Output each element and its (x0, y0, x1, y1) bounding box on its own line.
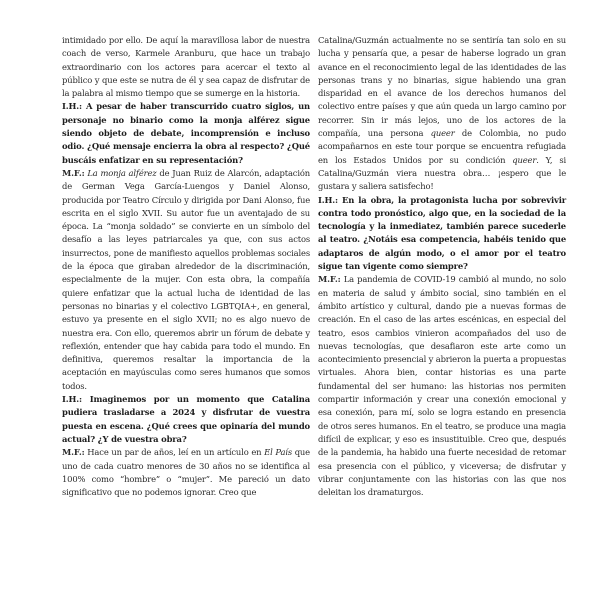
answer-text: La pandemia de COVID-19 cambió al mundo, no solo en materia de salud y ámbito social, sino también en el ámbito artístico y cultural, dando pie a nuevas formas de creación. En el caso de las artes escénicas, en especial del teatro, esos cambios vinieron acompañados del uso de nuevas tecnologías, que desafiaron este arte como un acontecimiento presencial y abrieron la puerta a propuestas virtuales. Ahora bien, contar historias es una parte fundamental del ser humano: las historias nos permiten compartir información y crear una conexión emocional y esa conexión, para mí, solo se logra estando en presencia de otros seres humanos. En el teatro, se produce una magia difícil de explicar, y eso es insustituible. Creo que, después de la pandemia, ha habido una fuerte necesidad de retomar esa presencia con el público, y viceversa; de disfrutar y vibrar conjuntamente con las historias con las que nos deleitan los dramaturgos. (318, 274, 566, 498)
paragraph: intimidado por ello. De aquí la maravillosa labor de nuestra coach de verso, Karmele Aranburu, que hace un trabajo extraordinario con los actores para acercar el texto al público y que este se nutra de él y sea capaz de disfrutar de la palabra al mismo tiempo que se sumerge en la historia. (62, 35, 310, 99)
left-column (62, 34, 310, 499)
question-text: A pesar de haber transcurrido cuatro siglos, un personaje no binario como la monja alférez sigue siendo objeto de debate, incomprensión e incluso odio. ¿Qué mensaje encierra la obra al respecto? ¿Qué buscáis enfatizar en su representación? (62, 101, 310, 165)
emphasis: queer (430, 128, 455, 139)
source-title: El País (264, 447, 292, 458)
paragraph-text: Catalina/Guzmán actualmente no se sentiría tan solo en su lucha y pensaría que, a pesar de haberse logrado un gran avance en el reconocimiento legal de las identidades de las personas trans y no binarias, sigue habiendo una gran disparidad en el avance de los derechos humanos del colectivo entre países y que aún queda un largo camino por recorrer. Sin ir más lejos, uno de los actores de la compañía, una persona (318, 35, 566, 139)
answer (62, 446, 310, 499)
speaker-label: M.F.: (62, 447, 85, 458)
speaker-label: M.F.: (62, 167, 85, 178)
question-text: Imaginemos por un momento que Catalina pudiera trasladarse a 2024 y disfrutar de vuestra puesta en escena. ¿Qué crees que opinaría del mundo actual? ¿Y de vuestra obra? (62, 394, 310, 444)
interviewer-question (62, 100, 310, 166)
speaker-label: I.H.: (318, 194, 339, 205)
speaker-label: I.H.: (62, 394, 83, 405)
question-text: En la obra, la protagonista lucha por sobrevivir contra todo pronóstico, algo que, en la sociedad de la tecnología y la inmediatez, también parece sucederle al teatro. ¿Notáis esa competencia, habéis tenido que adaptaros de algún modo, o el amor por el teatro sigue tan vigente como siempre? (318, 194, 566, 272)
interviewer-question (62, 393, 310, 446)
emphasis: queer (512, 154, 537, 165)
paragraph-text: de Colombia, no pudo acompañarnos en este tour porque se encuentra refugiada en los Estados Unidos por su condición (318, 128, 566, 165)
answer (318, 273, 566, 499)
work-title: La monja alférez (87, 167, 157, 178)
paragraph-text: . Y, si Catalina/Guzmán viera nuestra obra… ¡espero que le gustara y saliera satisfecho! (318, 154, 566, 192)
answer-text: de Juan Ruiz de Alarcón, adaptación de German Vega García-Luengos y Daniel Alonso, producida por Teatro Círculo y dirigida por Dani Alonso, fue escrita en el siglo XVII. Su autor fue un aventajado de su época. La “monja soldado” se convierte en un símbolo del desafío a las leyes patriarcales ya que, con sus actos insurrectos, pone de manifiesto aquellos problemas sociales de la época que giraban alrededor de la discriminación, especialmente de la mujer. Con esta obra, la compañía quiere enfatizar que la actual lucha de identidad de las personas no binarias y el colectivo LGBTQIA+, en general, estuvo ya presente en el siglo XVII; no es algo nuevo de nuestra era. Con ello, queremos abrir un fórum de debate y reflexión, entender que hay cabida para todo el mundo. En definitiva, queremos resaltar la importancia de la aceptación en mayúsculas como seres humanos que somos todos. (62, 167, 311, 391)
paragraph (318, 34, 566, 194)
interviewer-question (318, 194, 566, 274)
right-column (318, 34, 566, 499)
answer (62, 167, 310, 393)
answer-text: que uno de cada cuatro menores de 30 años no se identifica al 100% como “hombre” o “mujer”. Me pareció un dato significativo que no podemos ignorar. Creo que (62, 447, 310, 498)
speaker-label: M.F.: (318, 274, 341, 285)
answer-text: Hace un par de años, leí en un artículo en (84, 447, 265, 458)
speaker-label: I.H.: (62, 101, 83, 112)
